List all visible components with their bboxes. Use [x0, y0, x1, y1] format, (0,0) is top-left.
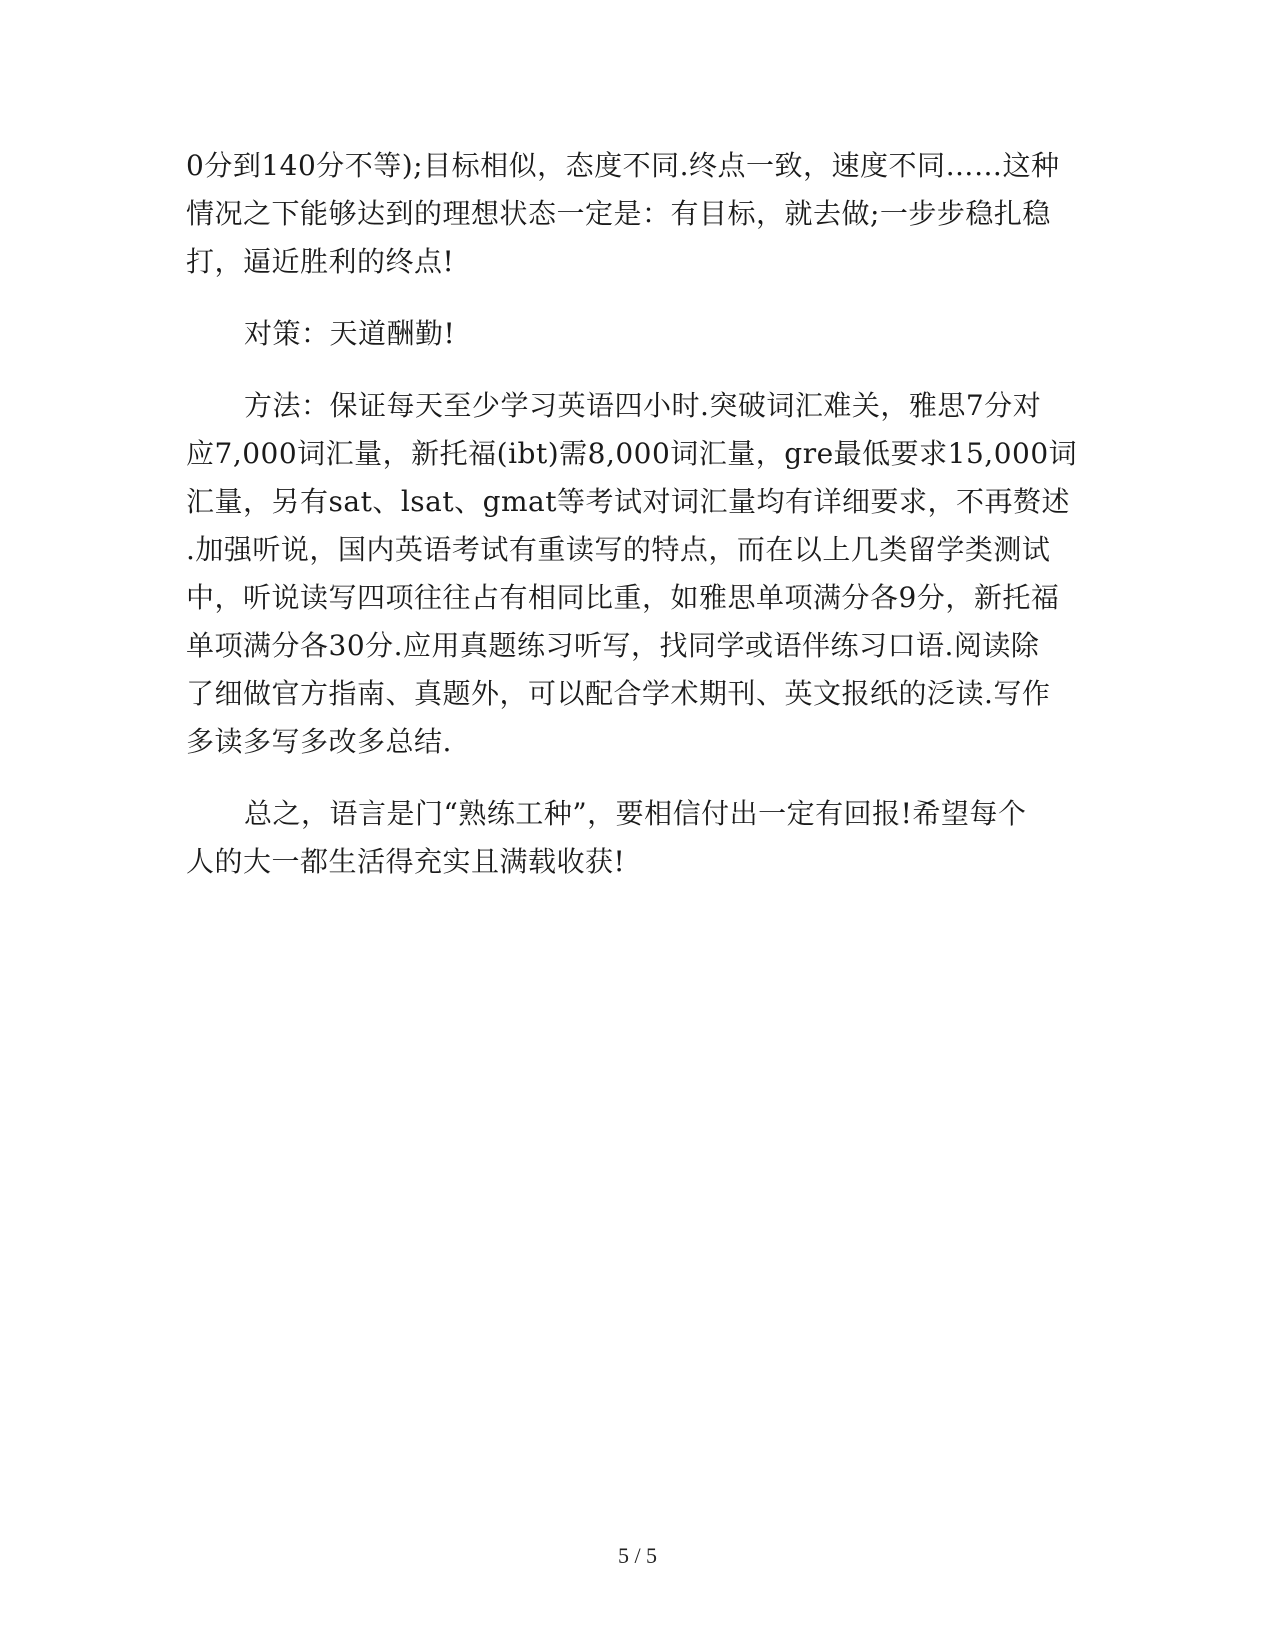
body-text — [186, 142, 1076, 886]
text-line: 打，逼近胜利的终点! — [186, 245, 455, 278]
paragraph-continuation — [186, 142, 1076, 286]
text-line: 单项满分各30分.应用真题练习听写，找同学或语伴练习口语.阅读除 — [186, 629, 1040, 662]
text-line: 中，听说读写四项往往占有相同比重，如雅思单项满分各9分，新托福 — [186, 581, 1060, 614]
text-line: 方法：保证每天至少学习英语四小时.突破词汇难关，雅思7分对 — [244, 389, 1042, 422]
text-line: 了细做官方指南、真题外，可以配合学术期刊、英文报纸的泛读.写作 — [186, 677, 1051, 710]
text-line: 总之，语言是门“熟练工种”，要相信付出一定有回报!希望每个 — [244, 797, 1027, 830]
text-line: 汇量，另有sat、lsat、gmat等考试对词汇量均有详细要求，不再赘述 — [186, 485, 1071, 518]
paragraph-conclusion — [186, 790, 1076, 886]
text-line: 人的大一都生活得充实且满载收获! — [186, 845, 626, 878]
text-line: 情况之下能够达到的理想状态一定是：有目标，就去做;一步步稳扎稳 — [186, 197, 1051, 230]
paragraph-strategy — [186, 310, 1076, 358]
text-line: 0分到140分不等);目标相似，态度不同.终点一致，速度不同……这种 — [186, 149, 1060, 182]
page-number: 5 / 5 — [617, 1543, 658, 1568]
text-line: 对策：天道酬勤! — [244, 317, 456, 350]
text-line: .加强听说，国内英语考试有重读写的特点，而在以上几类留学类测试 — [186, 533, 1051, 566]
text-line: 应7,000词汇量，新托福(ibt)需8,000词汇量，gre最低要求15,000词 — [186, 437, 1078, 470]
text-line: 多读多写多改多总结. — [186, 725, 452, 758]
paragraph-method — [186, 382, 1076, 766]
